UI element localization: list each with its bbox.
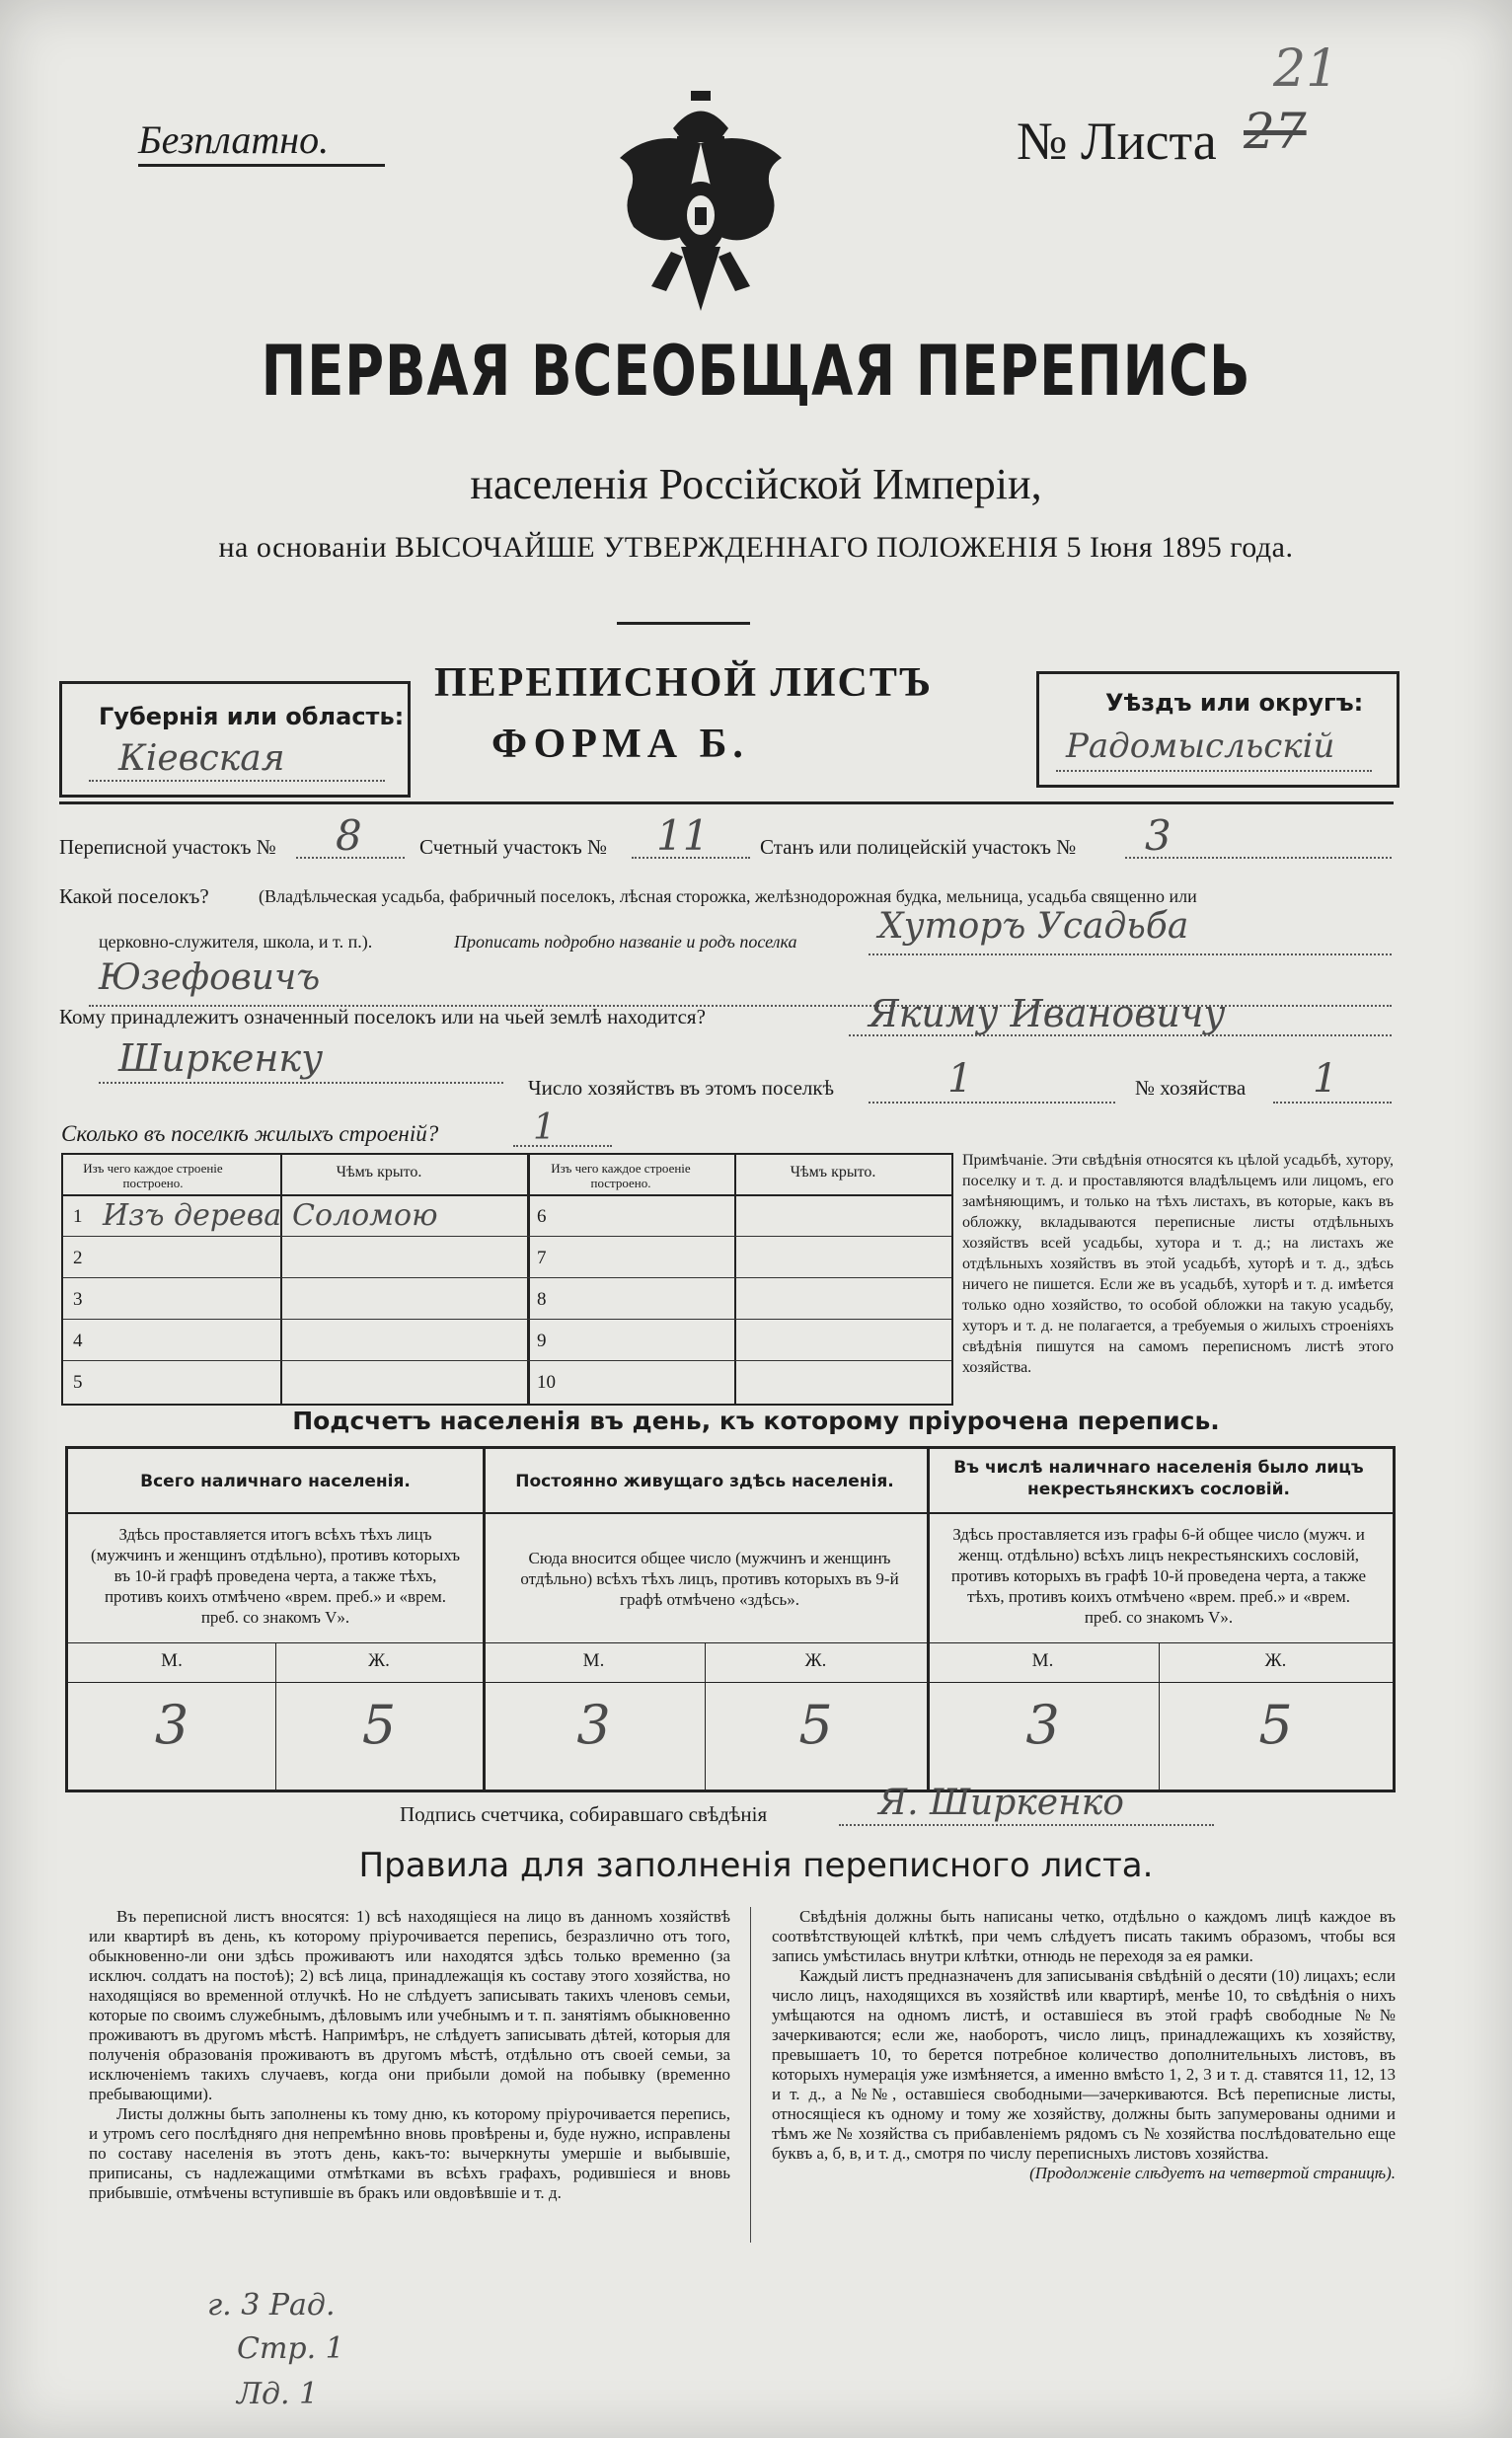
households-line bbox=[869, 1102, 1115, 1104]
imperial-eagle-emblem bbox=[612, 89, 790, 326]
rules-paragraph: Въ переписной листъ вносятся: 1) всѣ находящіеся на лицо въ данномъ хозяйствѣ или квартирѣ въ день, къ которому пріурочивается перепись, безразлично отъ того, обыкновенно-ли они здѣсь проживаютъ или находятся здѣсь только временно (за исключ. солдатъ на постоѣ); 2) всѣ лица, принадлежащія къ составу этого хозяйства, но находящіяся во временной отлучкѣ. Но не слѣдуетъ записывать такихъ членовъ семьи, которые по своимъ служебнымъ, дѣловымъ или учебнымъ и т. п. занятіямъ обыкновенно проживаютъ въ другомъ мѣстѣ. Напримѣръ, не слѣдуетъ записывать дѣтей, которыя для полученія образованія проживаютъ въ другомъ мѣстѣ, отдѣльно отъ своей семьи, за исключеніемъ такихъ случаевъ, когда они прибыли домой на побывку (временно пребывающими). bbox=[89, 1907, 730, 2103]
buildings-line bbox=[513, 1145, 612, 1147]
subtitle-decree: на основаніи ВЫСОЧАЙШЕ УТВЕРЖДЕННАГО ПОЛОЖЕНІЯ 5 Іюня 1895 года. bbox=[218, 531, 1294, 564]
header-roof-right: Чѣмъ крыто. bbox=[790, 1164, 876, 1181]
perepis-uch-line bbox=[296, 857, 405, 859]
pop-col1-header: Всего наличнаго населенія. bbox=[140, 1472, 411, 1491]
pop-col2-m-label: М. bbox=[582, 1650, 605, 1671]
gubernia-value[interactable]: Кіевская bbox=[118, 738, 285, 779]
buildings-note: Примѣчаніе. Эти свѣдѣнія относятся къ цѣлой усадьбѣ, хутору, поселку и т. д. и проставляются владѣльцемъ или лицомъ, его замѣняющимъ, и только на тѣхъ листахъ, въ которые, какъ въ обложку, вкладываются переписные листы отдѣльныхъ хозяйствъ всей усадьбы, хутора и т. д.; на листахъ же отдѣльныхъ хозяйствъ въ этой усадьбѣ, хуторѣ и т. д., здѣсь ничего не пишется. Если же въ усадьбѣ, хуторѣ и т. д. имѣется только одно хозяйство, то особой обложки на такую усадьбу, хуторъ и т. д. не полагается, а требуемыя о жилыхъ строеніяхъ свѣдѣнія пишутся на самомъ переписномъ листѣ этого хозяйства. bbox=[962, 1152, 1394, 1376]
row-number: 6 bbox=[537, 1206, 547, 1227]
poselok-value-2[interactable]: Юзефовичъ bbox=[99, 957, 321, 998]
footer-note-3: Лд. 1 bbox=[237, 2377, 319, 2411]
pop-col3-body: Здѣсь проставляется изъ графы 6-й общее число (мужч. и женщ. отдѣльно) всѣхъ лицъ некрестьянскихъ сословій, противъ которыхъ въ графѣ 10-й проведена черта, а также тѣхъ, противъ коихъ отмѣчено «врем. преб.» и «врем. преб. со знакомъ V». bbox=[950, 1525, 1367, 1627]
row1-material[interactable]: Изъ дерева bbox=[103, 1198, 282, 1233]
row-number: 2 bbox=[73, 1248, 83, 1268]
owner-line-1 bbox=[849, 1034, 1392, 1036]
buildings-value[interactable]: 1 bbox=[533, 1107, 556, 1148]
population-table bbox=[65, 1446, 1396, 1792]
uezd-value[interactable]: Радомысльскій bbox=[1066, 726, 1335, 766]
owner-value-2[interactable]: Ширкенку bbox=[118, 1036, 324, 1080]
table-header-rule bbox=[63, 1194, 951, 1196]
rules-divider bbox=[750, 1907, 751, 2243]
sheet-number-label: № Листа bbox=[1017, 112, 1217, 171]
main-title: ПЕРВАЯ ВСЕОБЩАЯ ПЕРЕПИСЬ bbox=[261, 331, 1251, 412]
pop-col2-f-value[interactable]: 5 bbox=[798, 1694, 833, 1756]
pop-header-rule bbox=[68, 1512, 1393, 1514]
pop-col3-f-value[interactable]: 5 bbox=[1258, 1694, 1293, 1756]
pop-col3-m-value[interactable]: 3 bbox=[1025, 1694, 1060, 1756]
pop-col1-m-value[interactable]: 3 bbox=[154, 1694, 189, 1756]
row-number: 10 bbox=[537, 1372, 556, 1393]
pop-col1-body: Здѣсь проставляется итогъ всѣхъ тѣхъ лицъ (мужчинъ и женщинъ отдѣльно), противъ которыхъ въ 10-й графѣ проведена черта, а также тѣхъ, противъ коихъ отмѣчено «врем. преб.» и «врем. преб. со знакомъ V». bbox=[91, 1525, 460, 1627]
population-count-title: Подсчетъ населенія въ день, къ которому пріурочена перепись. bbox=[292, 1407, 1220, 1435]
households-label: Число хозяйствъ въ этомъ поселкѣ bbox=[528, 1076, 834, 1100]
pop-mf-rule bbox=[68, 1682, 1393, 1683]
gubernia-line bbox=[89, 780, 385, 782]
table-row-rule bbox=[63, 1236, 951, 1237]
table-row-rule bbox=[63, 1319, 951, 1320]
table-col-divider bbox=[527, 1155, 530, 1404]
uezd-line bbox=[1056, 770, 1372, 772]
footer-note-2: Стр. 1 bbox=[237, 2331, 344, 2366]
free-label: Безплатно. bbox=[138, 117, 330, 162]
pop-col1-f-label: Ж. bbox=[368, 1650, 390, 1671]
household-no-line bbox=[1273, 1102, 1392, 1104]
free-underline bbox=[138, 164, 385, 167]
pop-col2-f-label: Ж. bbox=[804, 1650, 827, 1671]
pop-col1-f-value[interactable]: 5 bbox=[361, 1694, 397, 1756]
rules-paragraph: Каждый листъ предназначенъ для записыванія свѣдѣній о десяти (10) лицахъ; если число лицъ, находящихся въ хозяйствѣ или квартирѣ, менѣе 10, то свѣдѣнія о нихъ умѣщаются на одномъ листѣ, и оставшіеся въ этой графѣ свободные №№ зачеркиваются; если же, наоборотъ, число лицъ, принадлежащихъ къ хозяйству, превышаетъ 10, то берется потребное количество дополнительныхъ листовъ, въ которыхъ нумерація уже измѣняется, а именно вмѣсто 1, 2, 3 и т. д. ставятся 11, 12, 13 и т. д., а №№, оставшіеся свободными—зачеркиваются. Всѣ переписные листы, относящіеся къ одному и тому же хозяйству, должны быть запумерованы одними и тѣмъ же № хозяйства съ прибавленіемъ рядомъ съ № хозяйства послѣдовательно еще буквъ а, б, в, и т. д., смотря по числу переписныхъ листовъ хозяйства. bbox=[772, 1966, 1396, 2163]
row-number: 3 bbox=[73, 1289, 83, 1310]
poselok-instruction: Прописать подробно названіе и родъ поселка bbox=[454, 932, 797, 952]
owner-line-2 bbox=[99, 1082, 503, 1084]
subtitle-empire: населенія Россійской Имперіи, bbox=[470, 460, 1042, 508]
table-row-rule bbox=[63, 1360, 951, 1361]
schet-uch-value[interactable]: 11 bbox=[656, 811, 710, 860]
signature-value[interactable]: Я. Ширкенко bbox=[878, 1783, 1124, 1823]
form-title: ПЕРЕПИСНОЙ ЛИСТЪ bbox=[434, 660, 933, 706]
poselok-value-1[interactable]: Хуторъ Усадьба bbox=[878, 906, 1189, 947]
buildings-label: Сколько въ поселкѣ жилыхъ строеній? bbox=[61, 1121, 439, 1146]
separator-line bbox=[617, 622, 750, 625]
poselok-label: Какой поселокъ? bbox=[59, 884, 209, 908]
row-number: 9 bbox=[537, 1331, 547, 1351]
stan-line bbox=[1125, 857, 1392, 859]
table-col-divider bbox=[280, 1155, 282, 1404]
row1-roof[interactable]: Соломою bbox=[292, 1198, 438, 1233]
signature-label: Подпись счетчика, собиравшаго свѣдѣнія bbox=[400, 1802, 768, 1826]
rules-continued: (Продолженіе слѣдуетъ на четвертой страницѣ). bbox=[1029, 2164, 1396, 2182]
table-row-rule bbox=[63, 1277, 951, 1278]
row-number: 5 bbox=[73, 1372, 83, 1393]
rules-right-column bbox=[772, 1907, 1396, 2183]
owner-value-1[interactable]: Якиму Ивановичу bbox=[869, 992, 1226, 1035]
household-no-label: № хозяйства bbox=[1135, 1076, 1247, 1100]
perepis-uch-value[interactable]: 8 bbox=[336, 811, 362, 860]
row-number: 1 bbox=[73, 1206, 83, 1227]
poselok-line-1 bbox=[869, 953, 1392, 955]
header-material-left: Изъ чего каждое строеніе построено. bbox=[83, 1161, 223, 1190]
form-subtitle: ФОРМА Б. bbox=[491, 722, 749, 767]
rules-paragraph: Листы должны быть заполнены къ тому дню, къ которому пріурочивается перепись, и утромъ сего послѣдняго дня непремѣнно вновь провѣрены и, буде нужно, исправлены по составу населенія въ этотъ день, какъ-то: вычеркнуты умершіе и выбывшіе, приписаны, съ надлежащими отмѣтками въ всѣхъ графахъ, родившіеся и вновь прибывшіе, отмѣчены вступившіе въ бракъ или овдовѣвшіе и т. д. bbox=[89, 2104, 730, 2202]
rules-title: Правила для заполненія переписного листа. bbox=[358, 1846, 1154, 1885]
stan-value[interactable]: 3 bbox=[1145, 811, 1172, 860]
households-value[interactable]: 1 bbox=[947, 1056, 973, 1102]
table-col-divider bbox=[734, 1155, 736, 1404]
header-roof-left: Чѣмъ крыто. bbox=[336, 1164, 422, 1181]
poselok-hint-cont: церковно-служителя, школа, и т. п.). bbox=[99, 932, 373, 952]
poselok-hint: (Владѣльческая усадьба, фабричный поселокъ, лѣсная сторожка, желѣзнодорожная будка, мельница, усадьба священно или bbox=[259, 886, 1197, 906]
schet-uch-label: Счетный участокъ № bbox=[419, 835, 608, 859]
pop-col2-m-value[interactable]: 3 bbox=[576, 1694, 611, 1756]
header-material-right: Изъ чего каждое строеніе построено. bbox=[551, 1161, 691, 1190]
form-top-rule bbox=[59, 801, 1394, 804]
stan-label: Станъ или полицейскій участокъ № bbox=[760, 835, 1077, 859]
pop-col2-body: Сюда вносится общее число (мужчинъ и женщинъ отдѣльно) всѣхъ тѣхъ лицъ, противъ которыхъ въ 9-й графѣ отмѣчено «здѣсь». bbox=[520, 1549, 899, 1609]
pop-col3-header: Въ числѣ наличнаго населенія было лицъ некрестьянскихъ сословій. bbox=[953, 1458, 1364, 1499]
gubernia-label: Губернія или область: bbox=[99, 703, 405, 730]
sheet-number-value: 27 bbox=[1244, 103, 1307, 160]
pop-col3-f-label: Ж. bbox=[1264, 1650, 1287, 1671]
row-number: 7 bbox=[537, 1248, 547, 1268]
uezd-label: Уѣздъ или округъ: bbox=[1105, 689, 1364, 717]
pop-mf-rule bbox=[68, 1642, 1393, 1643]
perepis-uch-label: Переписной участокъ № bbox=[59, 835, 276, 859]
pop-col1-m-label: М. bbox=[161, 1650, 183, 1671]
footer-note-1: г. 3 Рад. bbox=[207, 2288, 336, 2323]
pop-col2-header: Постоянно живущаго здѣсь населенія. bbox=[515, 1472, 894, 1491]
signature-line bbox=[839, 1824, 1214, 1826]
row-number: 4 bbox=[73, 1331, 83, 1351]
household-no-value[interactable]: 1 bbox=[1313, 1056, 1338, 1102]
schet-uch-line bbox=[632, 857, 750, 859]
row-number: 8 bbox=[537, 1289, 547, 1310]
rules-paragraph: Свѣдѣнія должны быть написаны четко, отдѣльно о каждомъ лицѣ каждое въ соотвѣтствующей клѣткѣ, при чемъ слѣдуетъ писать такимъ образомъ, чтобы вся запись умѣстилась внутри клѣтки, отнюдь не переходя за ея рамки. bbox=[772, 1907, 1396, 1965]
rules-left-column bbox=[89, 1907, 730, 2203]
buildings-table bbox=[61, 1153, 953, 1406]
corner-number: 21 bbox=[1273, 39, 1339, 99]
pop-col3-m-label: М. bbox=[1031, 1650, 1054, 1671]
owner-label: Кому принадлежитъ означенный поселокъ или на чьей землѣ находится? bbox=[59, 1005, 706, 1029]
